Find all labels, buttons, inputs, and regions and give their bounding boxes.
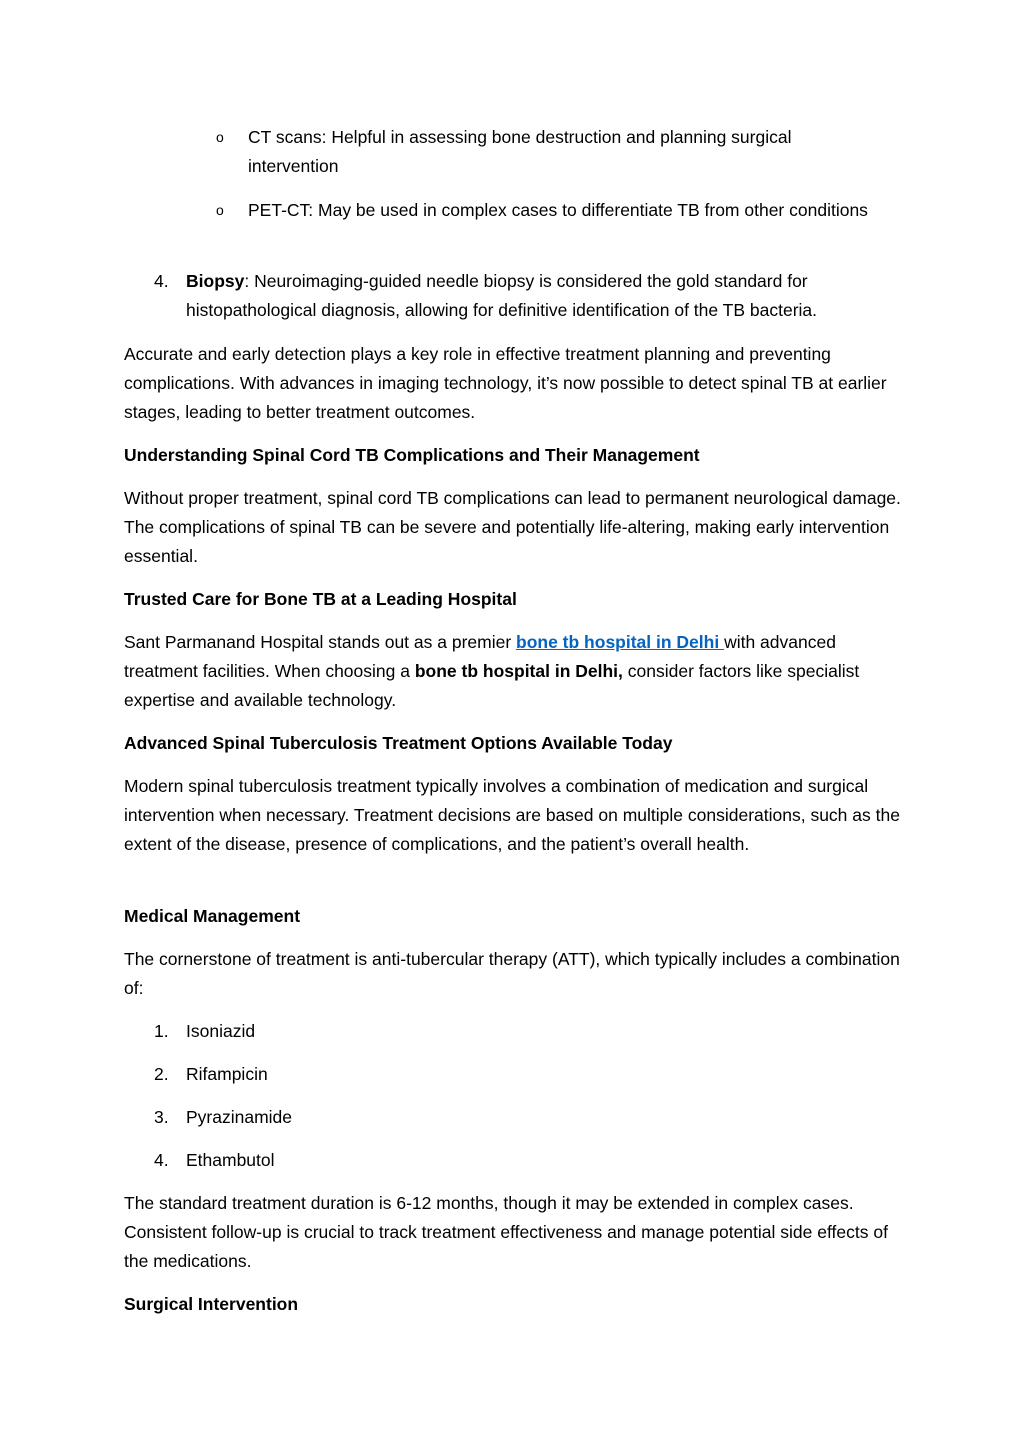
- heading-complications: Understanding Spinal Cord TB Complications and Their Management: [124, 445, 700, 465]
- list-item-drug: Isoniazid: [186, 1021, 256, 1041]
- paragraph-medical-management: The cornerstone of treatment is anti-tubercular therapy (ATT), which typically includes a combination of:: [124, 949, 900, 998]
- bone-tb-hospital-link[interactable]: bone tb hospital in Delhi: [516, 632, 725, 652]
- paragraph-treatment-duration: The standard treatment duration is 6-12 months, though it may be extended in complex cases. Consistent follow-up is crucial to track treatment effectiveness and manage potential side effects of the medications.: [124, 1193, 888, 1271]
- sub-bullet-marker: o: [216, 129, 224, 145]
- trusted-text-end: consider factors like specialist expertise and available technology.: [124, 661, 860, 710]
- list-number: 3.: [154, 1107, 169, 1127]
- heading-surgical-intervention: Surgical Intervention: [124, 1294, 299, 1314]
- trusted-text-middle: with advanced treatment facilities. When choosing a: [124, 632, 836, 681]
- paragraph-complications: Without proper treatment, spinal cord TB complications can lead to permanent neurological damage. The complications of spinal TB can be severe and potentially life-altering, making early intervention essential.: [124, 488, 901, 566]
- paragraph-trusted-care: [124, 628, 914, 715]
- paragraph-detection: Accurate and early detection plays a key role in effective treatment planning and preventing complications. With advances in imaging technology, it’s now possible to detect spinal TB at earlier stages, leading to better treatment outcomes.: [124, 344, 887, 422]
- sub-bullet-marker: o: [216, 202, 224, 218]
- list-number: 4.: [154, 271, 169, 291]
- sub-bullet-ct-scans: CT scans: Helpful in assessing bone destruction and planning surgical intervention: [248, 127, 792, 176]
- list-number: 2.: [154, 1064, 169, 1084]
- biopsy-text: : Neuroimaging-guided needle biopsy is considered the gold standard for histopathological diagnosis, allowing for definitive identification of the TB bacteria.: [186, 271, 818, 320]
- biopsy-label: Biopsy: [186, 271, 245, 291]
- trusted-text-start: Sant Parmanand Hospital stands out as a premier: [124, 632, 517, 652]
- list-number: 1.: [154, 1021, 169, 1041]
- sub-bullet-pet-ct: PET-CT: May be used in complex cases to differentiate TB from other conditions: [248, 200, 868, 220]
- list-item-drug: Pyrazinamide: [186, 1107, 293, 1127]
- heading-medical-management: Medical Management: [124, 906, 301, 926]
- heading-trusted-care: Trusted Care for Bone TB at a Leading Hospital: [124, 589, 517, 609]
- trusted-bold-text: bone tb hospital in Delhi,: [414, 661, 623, 681]
- list-item-biopsy: [186, 267, 906, 325]
- list-item-drug: Rifampicin: [186, 1064, 268, 1084]
- heading-advanced-treatment: Advanced Spinal Tuberculosis Treatment Options Available Today: [124, 733, 673, 753]
- list-item-drug: Ethambutol: [186, 1150, 275, 1170]
- paragraph-advanced-treatment: Modern spinal tuberculosis treatment typically involves a combination of medication and surgical intervention when necessary. Treatment decisions are based on multiple considerations, such as the extent of the disease, presence of complications, and the patient’s overall health.: [124, 776, 900, 854]
- list-number: 4.: [154, 1150, 169, 1170]
